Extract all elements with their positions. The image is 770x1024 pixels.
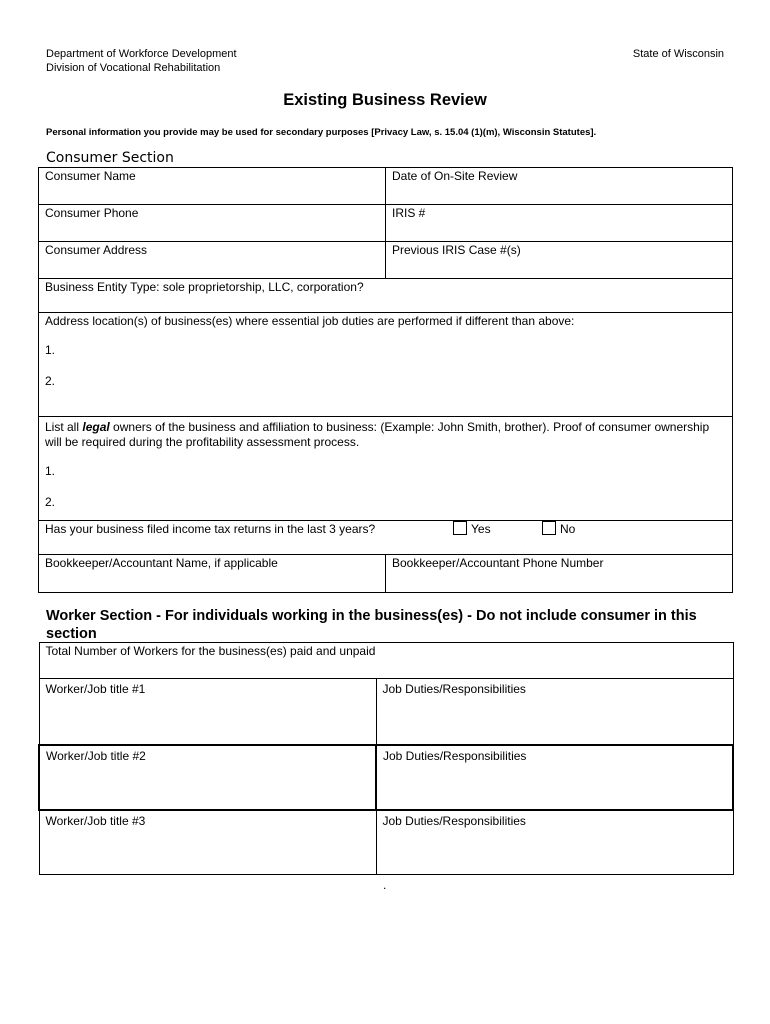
page-title: Existing Business Review	[283, 91, 487, 109]
yes-option[interactable]	[453, 521, 491, 537]
bookkeeper-phone-field[interactable]	[386, 555, 733, 593]
no-checkbox[interactable]	[542, 521, 556, 535]
no-option[interactable]	[542, 521, 575, 537]
worker-section-heading: Worker Section - For individuals working in the business(es) - Do not include consumer in this section	[46, 608, 697, 642]
owners-emphasis: legal	[82, 420, 110, 434]
iris-field[interactable]	[386, 205, 733, 242]
previous-iris-label: Previous IRIS Case #(s)	[392, 243, 521, 257]
worker-title-1-label: Worker/Job title #1	[45, 682, 146, 696]
date-of-review-label: Date of On-Site Review	[392, 169, 518, 183]
address-locations-field[interactable]	[39, 313, 733, 417]
owner-item-1: 1.	[45, 464, 56, 478]
owners-label	[45, 417, 726, 450]
owners-prefix: List all	[45, 420, 83, 434]
owners-field[interactable]	[39, 417, 733, 521]
consumer-phone-label: Consumer Phone	[45, 206, 139, 220]
worker-title-2-field[interactable]	[39, 745, 376, 810]
consumer-name-label: Consumer Name	[45, 169, 136, 183]
department-name: Department of Workforce Development	[46, 48, 237, 60]
bookkeeper-phone-label: Bookkeeper/Accountant Phone Number	[392, 556, 604, 570]
worker-duties-1-field[interactable]	[376, 679, 733, 745]
iris-label: IRIS #	[392, 206, 426, 220]
total-workers-field[interactable]	[39, 643, 733, 679]
consumer-name-field[interactable]	[39, 168, 386, 205]
bookkeeper-name-field[interactable]	[39, 555, 386, 593]
worker-title-3-label: Worker/Job title #3	[45, 813, 146, 828]
division-name: Division of Vocational Rehabilitation	[46, 62, 221, 74]
worker-title-1-field[interactable]	[39, 679, 376, 745]
worker-duties-1-label: Job Duties/Responsibilities	[382, 682, 526, 696]
owners-suffix: owners of the business and affiliation to business: (Example: John Smith, brother). Proof of consumer ownership will be required during the profitability assessment process.	[45, 420, 710, 449]
worker-duties-3-label: Job Duties/Responsibilities	[382, 813, 526, 828]
yes-label: Yes	[471, 522, 491, 536]
address-item-2: 2.	[45, 374, 56, 388]
address-locations-label: Address location(s) of business(es) where essential job duties are performed if different than above:	[45, 314, 575, 328]
tax-question-label: Has your business filed income tax returns in the last 3 years?	[45, 522, 376, 536]
consumer-section-heading: Consumer Section	[46, 150, 174, 166]
owner-item-2: 2.	[45, 495, 56, 509]
consumer-address-label: Consumer Address	[45, 243, 148, 257]
state-name: State of Wisconsin	[632, 48, 724, 60]
previous-iris-field[interactable]	[386, 242, 733, 279]
worker-title-3-field[interactable]	[39, 810, 376, 875]
worker-duties-3-field[interactable]	[376, 810, 733, 875]
footer-mark: .	[383, 878, 387, 892]
consumer-table	[38, 167, 733, 593]
worker-table	[38, 642, 734, 875]
consumer-address-field[interactable]	[39, 242, 386, 279]
total-workers-label: Total Number of Workers for the business(es) paid and unpaid	[45, 644, 376, 658]
yes-checkbox[interactable]	[453, 521, 467, 535]
bookkeeper-name-label: Bookkeeper/Accountant Name, if applicable	[45, 556, 278, 570]
entity-type-label: Business Entity Type: sole proprietorship, LLC, corporation?	[45, 280, 364, 294]
date-of-review-field[interactable]	[386, 168, 733, 205]
worker-duties-2-field[interactable]	[376, 745, 733, 810]
entity-type-field[interactable]	[39, 279, 733, 313]
worker-title-2-label: Worker/Job title #2	[46, 748, 146, 763]
header-left	[46, 47, 237, 75]
privacy-notice: Personal information you provide may be used for secondary purposes [Privacy Law, s. 15.04 (1)(m), Wisconsin Statutes].	[46, 127, 597, 138]
consumer-phone-field[interactable]	[39, 205, 386, 242]
tax-returns-row	[39, 521, 733, 555]
worker-duties-2-label: Job Duties/Responsibilities	[383, 748, 527, 763]
no-label: No	[560, 522, 576, 536]
address-item-1: 1.	[45, 343, 56, 357]
